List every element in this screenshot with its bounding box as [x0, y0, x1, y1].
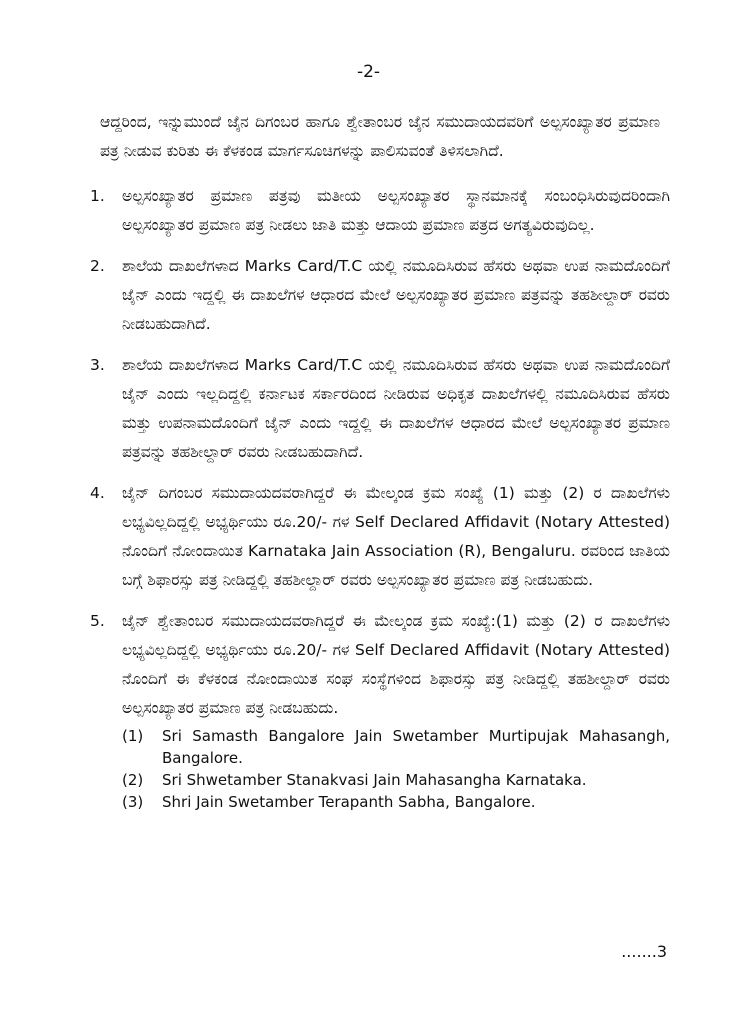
- page-number: -2-: [356, 62, 381, 82]
- item-text: ಜೈನ್ ಶ್ವೇತಾಂಬರ ಸಮುದಾಯದವರಾಗಿದ್ದರೆ ಈ ಮೇಲ್ಕಂಡ ಕ್ರಮ ಸಂಖ್ಯೆ:(1) ಮತ್ತು (2) ರ ದಾಖಲೆಗಳು ಲಭ್ಯವಿಲ್ಲದಿದ್ದಲ್ಲಿ ಅಭ್ಯರ್ಥಿಯು ರೂ.20/- ಗಳ Self Declared Affidavit (Notary Attested) ನೊಂದಿಗೆ ಈ ಕೆಳಕಂಡ ನೋಂದಾಯಿತ ಸಂಘ ಸಂಸ್ಥೆಗಳಿಂದ ಶಿಫಾರಸ್ಸು ಪತ್ರ ನೀಡಿದ್ದಲ್ಲಿ ತಹಶೀಲ್ದಾರ್ ರವರು ಅಲ್ಪಸಂಖ್ಯಾತರ ಪ್ರಮಾಣ ಪತ್ರ ನೀಡಬಹುದು.: [122, 612, 670, 717]
- item-number: 1.: [90, 187, 105, 205]
- item-number: 3.: [90, 356, 105, 374]
- item-content: [122, 607, 670, 813]
- item-text: ಶಾಲೆಯ ದಾಖಲೆಗಳಾದ Marks Card/T.C ಯಲ್ಲಿ ನಮೂದಿಸಿರುವ ಹೆಸರು ಅಥವಾ ಉಪ ನಾಮದೊಂದಿಗೆ ಜೈನ್ ಎಂದು ಇಲ್ಲದಿದ್ದಲ್ಲಿ ಕರ್ನಾಟಕ ಸರ್ಕಾರದಿಂದ ನೀಡಿರುವ ಅಧಿಕೃತ ದಾಖಲೆಗಳಲ್ಲಿ ನಮೂದಿಸಿರುವ ಹೆಸರು ಮತ್ತು ಉಪನಾಮದೊಂದಿಗೆ ಜೈನ್ ಎಂದು ಇದ್ದಲ್ಲಿ ಈ ದಾಖಲೆಗಳ ಆಧಾರದ ಮೇಲೆ ಅಲ್ಪಸಂಖ್ಯಾತರ ಪ್ರಮಾಣ ಪತ್ರವನ್ನು ತಹಶೀಲ್ದಾರ್ ರವರು ನೀಡಬಹುದಾಗಿದೆ.: [122, 356, 670, 461]
- list-item: [90, 351, 670, 467]
- item-text: ಜೈನ್ ದಿಗಂಬರ ಸಮುದಾಯದವರಾಗಿದ್ದರೆ ಈ ಮೇಲ್ಕಂಡ ಕ್ರಮ ಸಂಖ್ಯೆ (1) ಮತ್ತು (2) ರ ದಾಖಲೆಗಳು ಲಭ್ಯವಿಲ್ಲದಿದ್ದಲ್ಲಿ ಅಭ್ಯರ್ಥಿಯು ರೂ.20/- ಗಳ Self Declared Affidavit (Notary Attested) ನೊಂದಿಗೆ ನೋಂದಾಯಿತ Karnataka Jain Association (R), Bengaluru. ರವರಿಂದ ಜಾತಿಯ ಬಗ್ಗೆ ಶಿಫಾರಸ್ಸು ಪತ್ರ ನೀಡಿದ್ದಲ್ಲಿ ತಹಶೀಲ್ದಾರ್ ರವರು ಅಲ್ಪಸಂಖ್ಯಾತರ ಪ್ರಮಾಣ ಪತ್ರ ನೀಡಬಹುದು.: [122, 484, 670, 589]
- sub-list-item: [122, 791, 670, 813]
- item-text: ಶಾಲೆಯ ದಾಖಲೆಗಳಾದ Marks Card/T.C ಯಲ್ಲಿ ನಮೂದಿಸಿರುವ ಹೆಸರು ಅಥವಾ ಉಪ ನಾಮದೊಂದಿಗೆ ಜೈನ್ ಎಂದು ಇದ್ದಲ್ಲಿ ಈ ದಾಖಲೆಗಳ ಆಧಾರದ ಮೇಲೆ ಅಲ್ಪಸಂಖ್ಯಾತರ ಪ್ರಮಾಣ ಪತ್ರವನ್ನು ತಹಶೀಲ್ದಾರ್ ರವರು ನೀಡಬಹುದಾಗಿದೆ.: [122, 257, 670, 333]
- list-item: [90, 182, 670, 240]
- sub-item-text: Sri Shwetamber Stanakvasi Jain Mahasangha Karnataka.: [162, 771, 587, 789]
- list-item: [90, 252, 670, 339]
- guideline-list: [90, 182, 670, 825]
- continuation-marker: .......3: [621, 942, 667, 961]
- sub-item-text: Shri Jain Swetamber Terapanth Sabha, Bangalore.: [162, 793, 536, 811]
- item-number: 5.: [90, 612, 105, 630]
- sub-item-text: Sri Samasth Bangalore Jain Swetamber Murtipujak Mahasangh, Bangalore.: [162, 727, 670, 767]
- item-text: ಅಲ್ಪಸಂಖ್ಯಾತರ ಪ್ರಮಾಣ ಪತ್ರವು ಮತೀಯ ಅಲ್ಪಸಂಖ್ಯಾತರ ಸ್ಥಾನಮಾನಕ್ಕೆ ಸಂಬಂಧಿಸಿರುವುದರಿಂದಾಗಿ ಅಲ್ಪಸಂಖ್ಯಾತರ ಪ್ರಮಾಣ ಪತ್ರ ನೀಡಲು ಜಾತಿ ಮತ್ತು ಆದಾಯ ಪ್ರಮಾಣ ಪತ್ರದ ಅಗತ್ಯವಿರುವುದಿಲ್ಲ.: [122, 187, 670, 234]
- item-number: 4.: [90, 484, 105, 502]
- sub-item-number: (1): [122, 727, 144, 745]
- list-item: [90, 479, 670, 595]
- sub-list-item: [122, 769, 670, 791]
- association-list: [122, 725, 670, 813]
- sub-list-item: [122, 725, 670, 769]
- list-item: [90, 607, 670, 813]
- item-number: 2.: [90, 257, 105, 275]
- sub-item-number: (2): [122, 771, 144, 789]
- intro-paragraph: ಆದ್ದರಿಂದ, ಇನ್ನುಮುಂದೆ ಜೈನ ದಿಗಂಬರ ಹಾಗೂ ಶ್ವೇತಾಂಬರ ಜೈನ ಸಮುದಾಯದವರಿಗೆ ಅಲ್ಪಸಂಖ್ಯಾತರ ಪ್ರಮಾಣ ಪತ್ರ ನೀಡುವ ಕುರಿತು ಈ ಕೆಳಕಂಡ ಮಾರ್ಗಸೂಚಿಗಳನ್ನು ಪಾಲಿಸುವಂತೆ ತಿಳಿಸಲಾಗಿದೆ.: [100, 112, 660, 160]
- sub-item-number: (3): [122, 793, 144, 811]
